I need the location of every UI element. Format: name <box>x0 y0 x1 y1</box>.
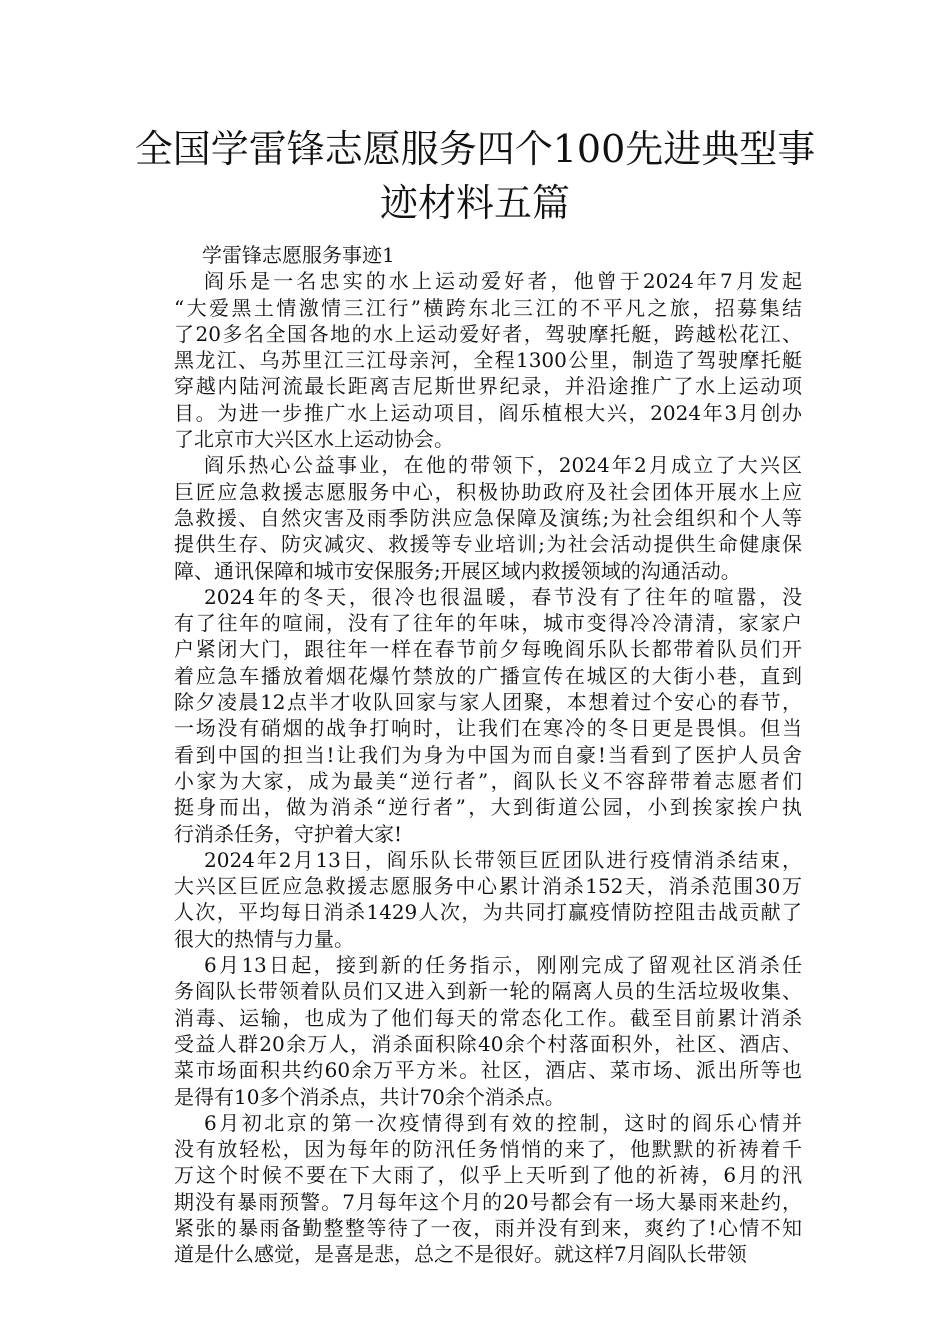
paragraph-line: 着应急车播放着烟花爆竹禁放的广播宣传在城区的大街小巷，直到 <box>174 663 802 688</box>
paragraph <box>174 452 802 583</box>
paragraph-line: 受益人群20余万人，消杀面积除40余个村落面积外，社区、酒店、 <box>174 1031 802 1056</box>
paragraph <box>174 584 802 847</box>
paragraph-line: 阎乐是一名忠实的水上运动爱好者，他曾于2024年7月发起 <box>204 269 802 294</box>
paragraph-line: 菜市场面积共约60余万平方米。社区，酒店、菜市场、派出所等也 <box>174 1058 802 1083</box>
paragraph-line: 障、通讯保障和城市安保服务;开展区域内救援领域的沟通活动。 <box>174 558 741 583</box>
paragraph-line: 穿越内陆河流最长距离吉尼斯世界纪录，并沿途推广了水上运动项 <box>174 374 802 399</box>
paragraph-line: 黑龙江、乌苏里江三江母亲河，全程1300公里，制造了驾驶摩托艇 <box>174 348 802 373</box>
paragraph-line: 阎乐热心公益事业，在他的带领下，2024年2月成立了大兴区 <box>204 453 802 478</box>
paragraph-line: 大兴区巨匠应急救援志愿服务中心累计消杀152天，消杀范围30万 <box>174 874 802 899</box>
paragraph-line: 是得有10多个消杀点，共计70余个消杀点。 <box>174 1084 565 1109</box>
paragraph-line: 万这个时候不要在下大雨了，似乎上天听到了他的祈祷，6月的汛 <box>174 1163 802 1188</box>
document-body <box>174 242 802 1268</box>
paragraph-line: 小家为大家，成为最美“逆行者”，阎队长义不容辞带着志愿者们 <box>174 768 802 793</box>
paragraph-line: 除夕凌晨12点半才收队回家与家人团聚，本想着过个安心的春节， <box>174 690 802 715</box>
paragraph-line: 户紧闭大门，跟往年一样在春节前夕每晚阎乐队长都带着队员们开 <box>174 637 802 662</box>
paragraph-line: 一场没有硝烟的战争打响时，让我们在寒冷的冬日更是畏惧。但当 <box>174 716 802 741</box>
paragraph-line: 6月初北京的第一次疫情得到有效的控制，这时的阎乐心情并 <box>204 1110 802 1135</box>
title-line-2: 迹材料五篇 <box>379 181 570 225</box>
paragraph-line: 挺身而出，做为消杀“逆行者”，大到街道公园，小到挨家挨户执 <box>174 795 802 820</box>
document-title <box>90 122 860 230</box>
title-line-1: 全国学雷锋志愿服务四个100先进典型事 <box>134 127 816 171</box>
paragraph-line: 了20多名全国各地的水上运动爱好者，驾驶摩托艇，跨越松花江、 <box>174 321 802 346</box>
paragraph-line: 人次，平均每日消杀1429人次，为共同打赢疫情防控阻击战贡献了 <box>174 900 802 925</box>
paragraph <box>174 268 802 452</box>
paragraph-line: 消毒、运输，也成为了他们每天的常态化工作。截至目前累计消杀 <box>174 1005 802 1030</box>
paragraph-line: 6月13日起，接到新的任务指示，刚刚完成了留观社区消杀任 <box>204 953 802 978</box>
paragraph-line: 行消杀任务，守护着大家! <box>174 821 403 846</box>
paragraph-line: 目。为进一步推广水上运动项目，阎乐植根大兴，2024年3月创办 <box>174 400 802 425</box>
section-heading: 学雷锋志愿服务事迹1 <box>202 243 395 267</box>
paragraph-line: 紧张的暴雨备勤整整等待了一夜，雨并没有到来，爽约了!心情不知 <box>174 1215 802 1240</box>
paragraph-line: 急救援、自然灾害及雨季防洪应急保障及演练;为社会组织和个人等 <box>174 505 802 530</box>
paragraph-line: 有了往年的喧闹，没有了往年的年味，城市变得冷冷清清，家家户 <box>174 611 802 636</box>
paragraph-line: 道是什么感觉，是喜是悲，总之不是很好。就这样7月阎队长带领 <box>174 1242 747 1267</box>
paragraph-line: 很大的热情与力量。 <box>174 926 354 951</box>
paragraph <box>174 952 802 1110</box>
paragraph-line: 期没有暴雨预警。7月每年这个月的20号都会有一场大暴雨来赴约， <box>174 1189 802 1214</box>
paragraph-line: 2024年的冬天，很冷也很温暖，春节没有了往年的喧嚣，没 <box>204 584 802 609</box>
paragraph <box>174 847 802 952</box>
paragraph <box>174 1110 802 1268</box>
paragraph-line: 2024年2月13日，阎乐队长带领巨匠团队进行疫情消杀结束， <box>204 847 802 872</box>
paragraph-line: 了北京市大兴区水上运动协会。 <box>174 427 454 452</box>
paragraph-line: 巨匠应急救援志愿服务中心，积极协助政府及社会团体开展水上应 <box>174 479 802 504</box>
paragraph-line: 务阎队长带领着队员们又进入到新一轮的隔离人员的生活垃圾收集、 <box>174 979 802 1004</box>
paragraph-line: 没有放轻松，因为每年的防汛任务悄悄的来了，他默默的祈祷着千 <box>174 1137 802 1162</box>
paragraph-line: “大爱黑土情激情三江行”横跨东北三江的不平凡之旅，招募集结 <box>174 295 802 320</box>
paragraph-line: 看到中国的担当!让我们为身为中国为而自豪!当看到了医护人员舍 <box>174 742 802 767</box>
paragraph-line: 提供生存、防灾减灾、救援等专业培训;为社会活动提供生命健康保 <box>174 532 802 557</box>
